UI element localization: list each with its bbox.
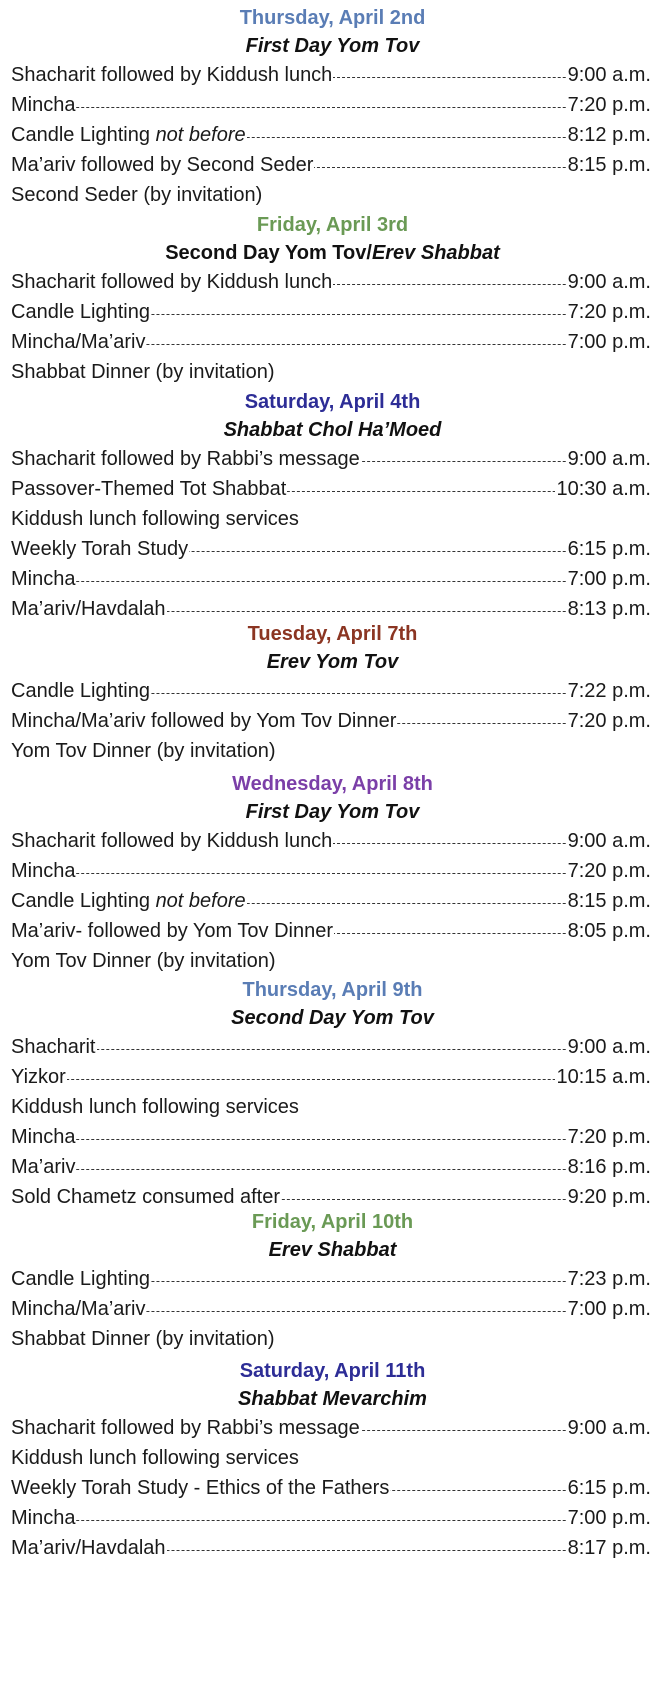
event-label-part: Ma’ariv- followed by Yom Tov Dinner bbox=[11, 920, 334, 942]
event-label bbox=[11, 598, 167, 620]
day-date-heading: Saturday, April 4th bbox=[244, 391, 421, 413]
day-section bbox=[0, 4, 665, 210]
schedule-row bbox=[11, 357, 651, 387]
event-label-part: Candle Lighting bbox=[11, 890, 156, 912]
schedule-row bbox=[11, 946, 651, 976]
event-time: 9:00 a.m. bbox=[567, 826, 651, 856]
event-label bbox=[11, 448, 361, 470]
day-section bbox=[0, 1357, 665, 1563]
schedule-row bbox=[11, 504, 651, 534]
event-time: 8:13 p.m. bbox=[567, 594, 651, 624]
event-label bbox=[11, 1126, 76, 1148]
event-label-part: Yom Tov Dinner (by invitation) bbox=[11, 950, 276, 972]
event-label-part: Sold Chametz consumed after bbox=[11, 1186, 281, 1208]
day-subtitle bbox=[0, 1236, 665, 1264]
schedule-row bbox=[11, 856, 651, 886]
schedule-row bbox=[11, 444, 651, 474]
event-time: 9:00 a.m. bbox=[567, 60, 651, 90]
event-label bbox=[11, 538, 189, 560]
event-label-part: Shacharit followed by Kiddush lunch bbox=[11, 830, 333, 852]
schedule-row bbox=[11, 60, 651, 90]
event-time: 7:20 p.m. bbox=[567, 856, 651, 886]
event-label-part: not before bbox=[155, 890, 246, 912]
event-time: 6:15 p.m. bbox=[567, 534, 651, 564]
schedule-row bbox=[11, 826, 651, 856]
event-time: 9:00 a.m. bbox=[567, 444, 651, 474]
schedule-row bbox=[11, 564, 651, 594]
subtitle-part: Erev Shabbat bbox=[371, 242, 500, 264]
schedule-row bbox=[11, 706, 651, 736]
day-subtitle bbox=[0, 416, 665, 444]
event-time: 9:20 p.m. bbox=[567, 1182, 651, 1212]
event-label-part: Shacharit followed by Rabbi’s message bbox=[11, 1417, 360, 1439]
event-label bbox=[11, 1328, 275, 1350]
day-subtitle bbox=[0, 648, 665, 676]
event-label-part: Yom Tov Dinner (by invitation) bbox=[11, 740, 276, 762]
schedule-row bbox=[11, 180, 651, 210]
day-subtitle bbox=[0, 1385, 665, 1413]
schedule-row bbox=[11, 90, 651, 120]
event-label bbox=[11, 184, 263, 206]
event-label-part: Shabbat Dinner (by invitation) bbox=[11, 361, 275, 383]
schedule-row bbox=[11, 1413, 651, 1443]
event-label bbox=[11, 124, 247, 146]
event-label bbox=[11, 301, 151, 323]
event-label bbox=[11, 1096, 300, 1118]
day-date-heading: Thursday, April 2nd bbox=[239, 7, 426, 29]
event-time: 9:00 a.m. bbox=[567, 267, 651, 297]
dash-leader bbox=[11, 873, 651, 874]
event-time: 6:15 p.m. bbox=[567, 1473, 651, 1503]
event-label bbox=[11, 1477, 390, 1499]
schedule-row bbox=[11, 1443, 651, 1473]
subtitle-part: Erev Yom Tov bbox=[266, 651, 399, 673]
event-label-part: Weekly Torah Study - Ethics of the Fathers bbox=[11, 1477, 390, 1499]
event-time: 7:20 p.m. bbox=[567, 297, 651, 327]
event-label-part: Ma’ariv/Havdalah bbox=[11, 1537, 166, 1559]
event-time: 9:00 a.m. bbox=[567, 1413, 651, 1443]
dash-leader bbox=[11, 1049, 651, 1050]
subtitle-part: Shabbat Chol Ha’Moed bbox=[223, 419, 442, 441]
event-label bbox=[11, 710, 397, 732]
schedule-row bbox=[11, 1473, 651, 1503]
subtitle-part: First Day Yom Tov bbox=[245, 35, 420, 57]
event-label bbox=[11, 920, 334, 942]
event-label-part: Yizkor bbox=[11, 1066, 66, 1088]
event-label bbox=[11, 1417, 361, 1439]
schedule-row bbox=[11, 297, 651, 327]
schedule-row bbox=[11, 916, 651, 946]
day-date-heading: Wednesday, April 8th bbox=[232, 773, 433, 795]
event-time: 8:16 p.m. bbox=[567, 1152, 651, 1182]
day-subtitle bbox=[0, 32, 665, 60]
event-label bbox=[11, 1066, 67, 1088]
subtitle-part: Shabbat Mevarchim bbox=[238, 1388, 427, 1410]
event-label bbox=[11, 830, 333, 852]
event-label bbox=[11, 1036, 97, 1058]
event-label-part: Weekly Torah Study bbox=[11, 538, 189, 560]
event-label-part: Candle Lighting bbox=[11, 1268, 150, 1290]
event-label-part: Kiddush lunch following services bbox=[11, 1096, 299, 1118]
day-date-heading: Friday, April 10th bbox=[251, 1211, 414, 1233]
event-label bbox=[11, 361, 275, 383]
event-label-part: Ma’ariv bbox=[11, 1156, 76, 1178]
event-label bbox=[11, 1268, 151, 1290]
event-label-part: Mincha bbox=[11, 860, 76, 882]
event-time: 7:00 p.m. bbox=[567, 564, 651, 594]
day-section bbox=[0, 770, 665, 976]
schedule-row bbox=[11, 1533, 651, 1563]
subtitle-part: Erev Shabbat bbox=[268, 1239, 397, 1261]
event-label bbox=[11, 64, 333, 86]
schedule-row bbox=[11, 676, 651, 706]
event-label bbox=[11, 1537, 167, 1559]
event-time: 8:17 p.m. bbox=[567, 1533, 651, 1563]
event-label bbox=[11, 331, 146, 353]
event-label-part: Candle Lighting bbox=[11, 301, 150, 323]
schedule-row bbox=[11, 474, 651, 504]
day-section bbox=[0, 976, 665, 1212]
event-time: 7:00 p.m. bbox=[567, 1294, 651, 1324]
schedule-row bbox=[11, 1503, 651, 1533]
event-label-part: Shabbat Dinner (by invitation) bbox=[11, 1328, 275, 1350]
event-label-part: Ma’ariv/Havdalah bbox=[11, 598, 166, 620]
event-time: 7:00 p.m. bbox=[567, 327, 651, 357]
event-label bbox=[11, 271, 333, 293]
event-time: 8:12 p.m. bbox=[567, 120, 651, 150]
day-date-heading: Saturday, April 11th bbox=[239, 1360, 426, 1382]
event-time: 7:22 p.m. bbox=[567, 676, 651, 706]
event-label bbox=[11, 860, 76, 882]
event-label-part: Candle Lighting bbox=[11, 124, 156, 146]
day-date-heading: Thursday, April 9th bbox=[242, 979, 423, 1001]
event-time: 7:00 p.m. bbox=[567, 1503, 651, 1533]
schedule-row bbox=[11, 1032, 651, 1062]
event-label-part: Shacharit followed by Kiddush lunch bbox=[11, 64, 333, 86]
dash-leader bbox=[11, 581, 651, 582]
event-label bbox=[11, 1447, 300, 1469]
event-label-part: Second Seder (by invitation) bbox=[11, 184, 263, 206]
event-label-part: Mincha bbox=[11, 1507, 76, 1529]
event-label bbox=[11, 950, 277, 972]
subtitle-part: Second Day Yom Tov/ bbox=[165, 242, 372, 264]
event-label-part: Mincha bbox=[11, 1126, 76, 1148]
day-subtitle bbox=[0, 798, 665, 826]
event-label bbox=[11, 154, 314, 176]
schedule-row bbox=[11, 150, 651, 180]
dash-leader bbox=[11, 1520, 651, 1521]
subtitle-part: Second Day Yom Tov bbox=[231, 1007, 434, 1029]
event-label bbox=[11, 508, 300, 530]
event-time: 7:20 p.m. bbox=[567, 1122, 651, 1152]
event-time: 10:15 a.m. bbox=[555, 1062, 651, 1092]
schedule-row bbox=[11, 1152, 651, 1182]
event-label bbox=[11, 740, 277, 762]
event-label-part: Mincha/Ma’ariv bbox=[11, 1298, 146, 1320]
day-section bbox=[0, 1208, 665, 1354]
event-label bbox=[11, 680, 151, 702]
event-label-part: Shacharit followed by Rabbi’s message bbox=[11, 448, 360, 470]
subtitle-part: First Day Yom Tov bbox=[245, 801, 420, 823]
event-label bbox=[11, 890, 247, 912]
dash-leader bbox=[11, 1169, 651, 1170]
day-section bbox=[0, 620, 665, 766]
dash-leader bbox=[11, 1139, 651, 1140]
schedule-row bbox=[11, 886, 651, 916]
event-time: 7:20 p.m. bbox=[567, 706, 651, 736]
day-section bbox=[0, 388, 665, 624]
event-time: 7:23 p.m. bbox=[567, 1264, 651, 1294]
event-label bbox=[11, 478, 287, 500]
day-date-heading: Friday, April 3rd bbox=[256, 214, 409, 236]
event-label bbox=[11, 1156, 76, 1178]
schedule-row bbox=[11, 1062, 651, 1092]
schedule-row bbox=[11, 1092, 651, 1122]
schedule-row bbox=[11, 736, 651, 766]
event-time: 8:15 p.m. bbox=[567, 886, 651, 916]
day-section bbox=[0, 211, 665, 387]
event-label-part: not before bbox=[155, 124, 246, 146]
day-subtitle bbox=[0, 239, 665, 267]
event-label-part: Candle Lighting bbox=[11, 680, 150, 702]
schedule-row bbox=[11, 534, 651, 564]
event-time: 10:30 a.m. bbox=[555, 474, 651, 504]
event-label-part: Mincha/Ma’ariv followed by Yom Tov Dinner bbox=[11, 710, 397, 732]
schedule-row bbox=[11, 1122, 651, 1152]
event-time: 8:05 p.m. bbox=[567, 916, 651, 946]
schedule-row bbox=[11, 267, 651, 297]
event-label-part: Mincha/Ma’ariv bbox=[11, 331, 146, 353]
day-date-heading: Tuesday, April 7th bbox=[247, 623, 418, 645]
event-label bbox=[11, 568, 76, 590]
event-time: 9:00 a.m. bbox=[567, 1032, 651, 1062]
event-label-part: Kiddush lunch following services bbox=[11, 1447, 299, 1469]
event-label-part: Passover-Themed Tot Shabbat bbox=[11, 478, 287, 500]
event-label bbox=[11, 1298, 146, 1320]
event-label-part: Mincha bbox=[11, 568, 76, 590]
schedule-row bbox=[11, 120, 651, 150]
schedule-row bbox=[11, 1324, 651, 1354]
schedule-row bbox=[11, 327, 651, 357]
event-time: 8:15 p.m. bbox=[567, 150, 651, 180]
event-label-part: Shacharit bbox=[11, 1036, 96, 1058]
day-subtitle bbox=[0, 1004, 665, 1032]
schedule-row bbox=[11, 1264, 651, 1294]
event-time: 7:20 p.m. bbox=[567, 90, 651, 120]
event-label bbox=[11, 1186, 281, 1208]
dash-leader bbox=[11, 107, 651, 108]
event-label-part: Shacharit followed by Kiddush lunch bbox=[11, 271, 333, 293]
event-label bbox=[11, 1507, 76, 1529]
event-label bbox=[11, 94, 76, 116]
event-label-part: Ma’ariv followed by Second Seder bbox=[11, 154, 314, 176]
schedule-row bbox=[11, 1294, 651, 1324]
event-label-part: Mincha bbox=[11, 94, 76, 116]
event-label-part: Kiddush lunch following services bbox=[11, 508, 299, 530]
